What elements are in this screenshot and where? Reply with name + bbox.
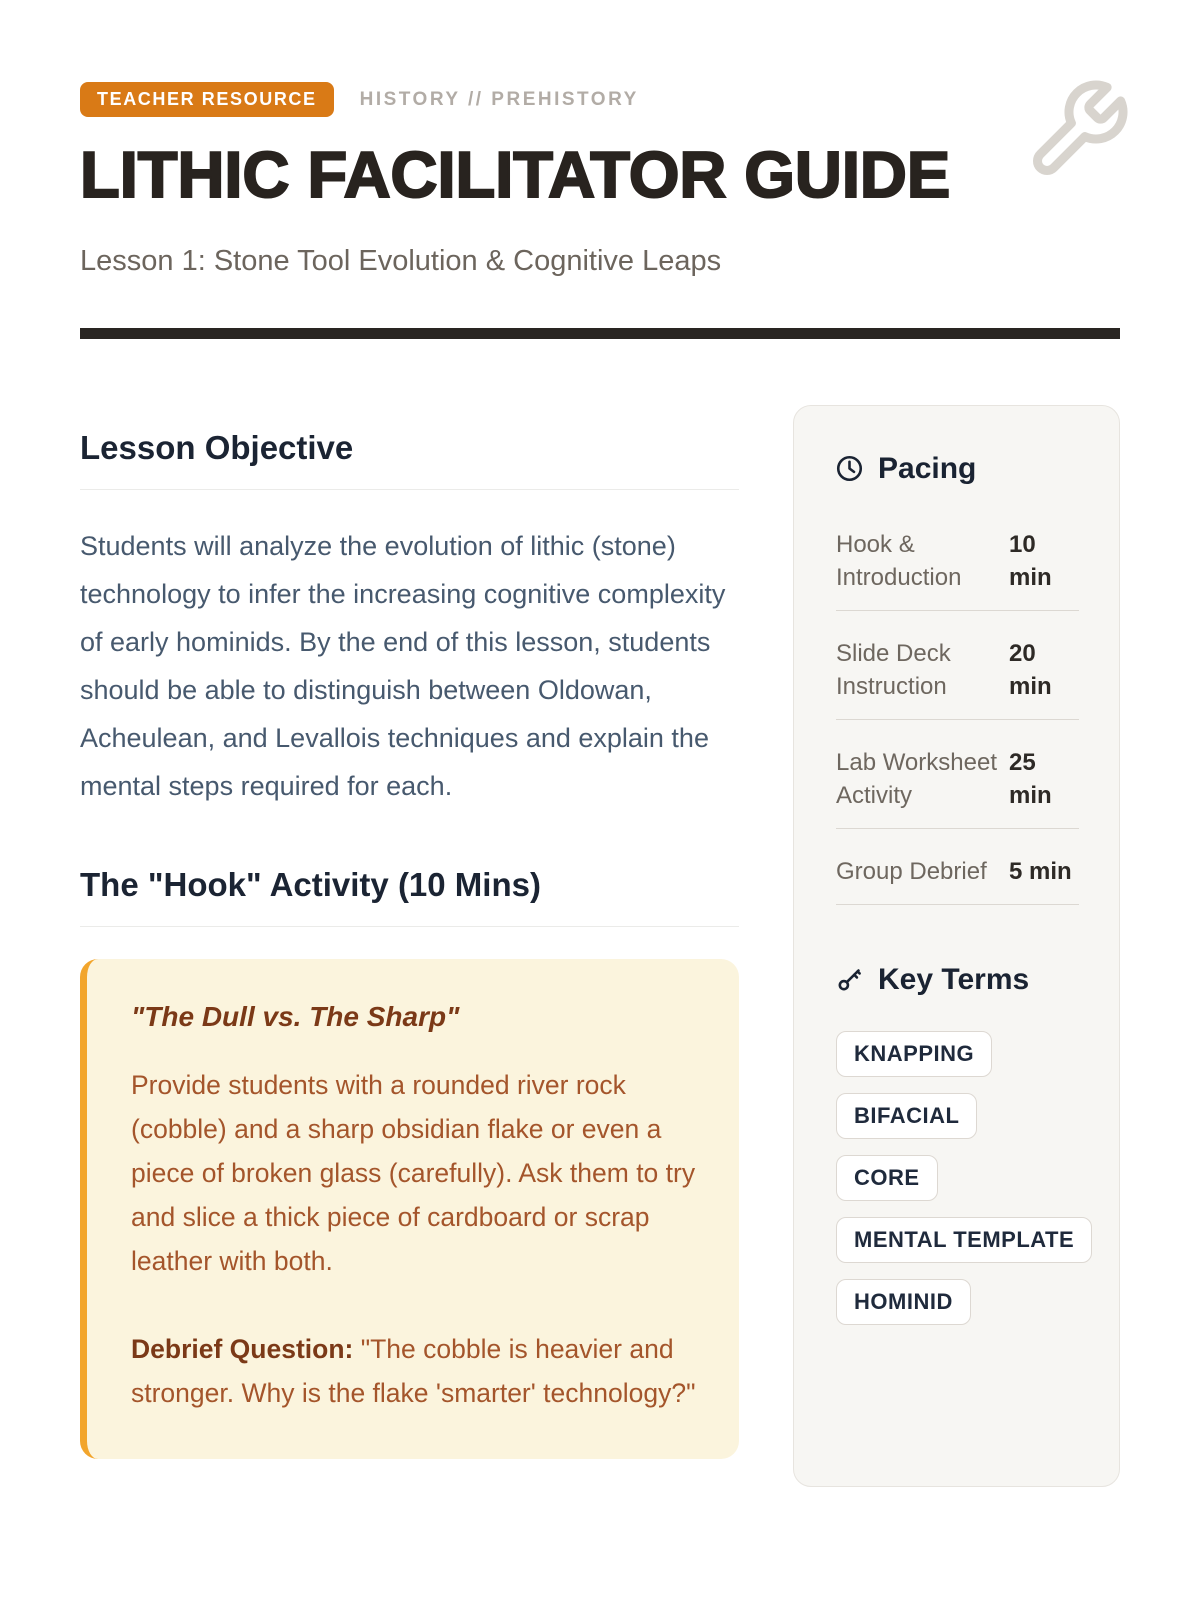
pacing-row: [836, 637, 1079, 720]
term-chip-knapping[interactable]: KNAPPING: [836, 1031, 992, 1077]
clock-icon: [836, 455, 863, 482]
term-chip-hominid[interactable]: HOMINID: [836, 1279, 971, 1325]
key-terms-heading: Key Terms: [878, 962, 1030, 996]
pacing-heading: Pacing: [878, 451, 977, 485]
main-column: [80, 405, 739, 1459]
pacing-row-label: Lab Worksheet Activity: [836, 748, 997, 809]
pacing-row-label: Slide Deck Instruction: [836, 639, 951, 700]
key-terms-section: [836, 963, 1079, 1325]
key-terms-tags: [836, 1031, 1079, 1325]
header-divider: [80, 328, 1120, 339]
badge-row: [80, 82, 1120, 117]
breadcrumb: HISTORY // PREHISTORY: [359, 88, 639, 110]
term-chip-bifacial[interactable]: BIFACIAL: [836, 1093, 977, 1139]
hook-activity-heading: The "Hook" Activity (10 Mins): [80, 866, 739, 927]
term-chip-mental-template[interactable]: MENTAL TEMPLATE: [836, 1217, 1092, 1263]
callout-title: "The Dull vs. The Sharp": [131, 1000, 460, 1032]
page-title: LITHIC FACILITATOR GUIDE: [80, 138, 951, 211]
key-terms-heading-row: [836, 963, 1079, 997]
pacing-heading-row: [836, 452, 1079, 486]
hook-activity-callout: [80, 959, 739, 1459]
page-subtitle: Lesson 1: Stone Tool Evolution & Cognitive Leaps: [80, 244, 722, 277]
debrief-question: [131, 1327, 701, 1415]
document-header: [80, 82, 1120, 339]
lesson-objective-heading: Lesson Objective: [80, 429, 739, 490]
pacing-row-value: 20 min: [1009, 639, 1052, 700]
pacing-row-value: 10 min: [1009, 530, 1052, 591]
sidebar: [793, 405, 1120, 1487]
content-columns: [80, 405, 1120, 1487]
term-chip-core[interactable]: CORE: [836, 1155, 938, 1201]
teacher-resource-badge: TEACHER RESOURCE: [80, 82, 334, 117]
pacing-row-label: Group Debrief: [836, 857, 987, 885]
wrench-icon: [1024, 76, 1132, 184]
debrief-text: "The cobble is heavier and stronger. Why is the flake 'smarter' technology?": [131, 1333, 696, 1408]
key-icon: [836, 966, 863, 993]
pacing-row: [836, 528, 1079, 611]
sidebar-card: [793, 405, 1120, 1487]
pacing-table: [836, 528, 1079, 905]
pacing-row: [836, 746, 1079, 829]
pacing-row-value: 5 min: [1009, 857, 1072, 885]
pacing-row-label: Hook & Introduction: [836, 530, 962, 591]
lesson-objective-text: Students will analyze the evolution of lithic (stone) technology to infer the increasing cognitive complexity of early hominids. By the end of this lesson, students should be able to distinguish between Oldowan, Acheulean, and Levallois techniques and explain the mental steps required for each.: [80, 530, 726, 801]
callout-body: Provide students with a rounded river rock (cobble) and a sharp obsidian flake or even a piece of broken glass (carefully). Ask them to try and slice a thick piece of cardboard or scrap leather with both.: [131, 1069, 696, 1276]
pacing-row: [836, 855, 1079, 905]
debrief-label: Debrief Question:: [131, 1333, 354, 1364]
pacing-row-value: 25 min: [1009, 748, 1052, 809]
